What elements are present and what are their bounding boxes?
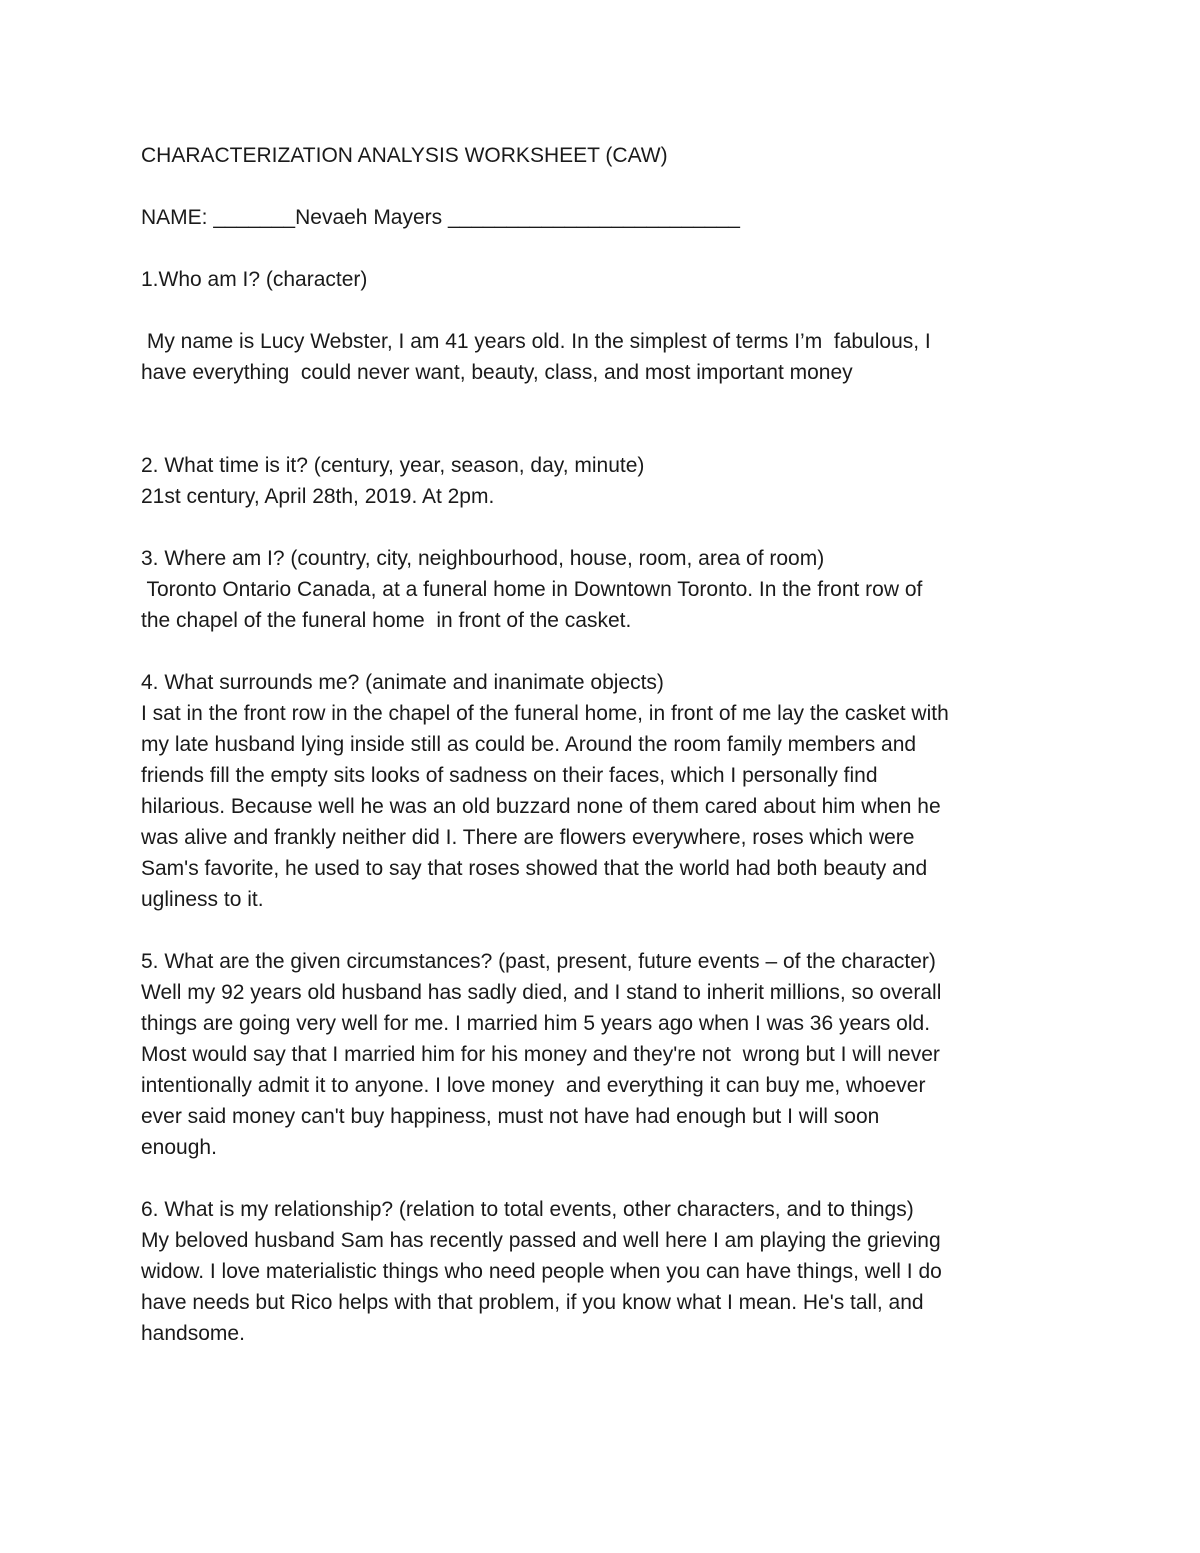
question-5: 5. What are the given circumstances? (past, present, future events – of the character): [141, 950, 936, 973]
answer-line: have everything could never want, beauty, class, and most important money: [141, 361, 853, 384]
question-6: 6. What is my relationship? (relation to total events, other characters, and to things): [141, 1198, 914, 1221]
answer-line: My name is Lucy Webster, I am 41 years old. In the simplest of terms I’m fabulous, I: [141, 330, 931, 353]
spacer: [141, 636, 1061, 667]
section-4: [141, 667, 1061, 915]
answer-line: ugliness to it.: [141, 888, 264, 911]
section-2: [141, 450, 1061, 512]
answer-line: have needs but Rico helps with that problem, if you know what I mean. He's tall, and: [141, 1291, 924, 1314]
question-2: 2. What time is it? (century, year, season, day, minute): [141, 454, 645, 477]
answer-line: I sat in the front row in the chapel of the funeral home, in front of me lay the casket with: [141, 702, 949, 725]
spacer: [141, 295, 1061, 326]
answer-line: My beloved husband Sam has recently passed and well here I am playing the grieving: [141, 1229, 941, 1252]
answer-line: 21st century, April 28th, 2019. At 2pm.: [141, 485, 495, 508]
spacer: [141, 1163, 1061, 1194]
answer-line: widow. I love materialistic things who need people when you can have things, well I do: [141, 1260, 942, 1283]
question-4: 4. What surrounds me? (animate and inanimate objects): [141, 671, 664, 694]
document-title: CHARACTERIZATION ANALYSIS WORKSHEET (CAW): [141, 144, 668, 167]
answer-line: Sam's favorite, he used to say that roses showed that the world had both beauty and: [141, 857, 928, 880]
answer-line: Well my 92 years old husband has sadly died, and I stand to inherit millions, so overall: [141, 981, 942, 1004]
section-1: [141, 264, 1061, 388]
section-3: [141, 543, 1061, 636]
question-1: 1.Who am I? (character): [141, 268, 368, 291]
answer-line: ever said money can't buy happiness, must not have had enough but I will soon: [141, 1105, 880, 1128]
spacer: [141, 512, 1061, 543]
answer-line: handsome.: [141, 1322, 245, 1345]
spacer: [141, 915, 1061, 946]
answer-line: my late husband lying inside still as could be. Around the room family members and: [141, 733, 917, 756]
spacer: [141, 233, 1061, 264]
answer-line: Most would say that I married him for his money and they're not wrong but I will never: [141, 1043, 940, 1066]
answer-line: intentionally admit it to anyone. I love money and everything it can buy me, whoever: [141, 1074, 926, 1097]
section-5: [141, 946, 1061, 1163]
name-line: NAME: _______Nevaeh Mayers _________________________: [141, 206, 740, 229]
answer-line: enough.: [141, 1136, 217, 1159]
spacer: [141, 388, 1061, 450]
question-3: 3. Where am I? (country, city, neighbourhood, house, room, area of room): [141, 547, 825, 570]
answer-line: was alive and frankly neither did I. There are flowers everywhere, roses which were: [141, 826, 915, 849]
section-6: [141, 1194, 1061, 1349]
worksheet-page: [141, 140, 1061, 1349]
spacer: [141, 171, 1061, 202]
answer-line: things are going very well for me. I married him 5 years ago when I was 36 years old.: [141, 1012, 931, 1035]
answer-line: friends fill the empty sits looks of sadness on their faces, which I personally find: [141, 764, 878, 787]
answer-line: the chapel of the funeral home in front of the casket.: [141, 609, 632, 632]
answer-line: hilarious. Because well he was an old buzzard none of them cared about him when he: [141, 795, 941, 818]
answer-line: Toronto Ontario Canada, at a funeral home in Downtown Toronto. In the front row of: [141, 578, 923, 601]
